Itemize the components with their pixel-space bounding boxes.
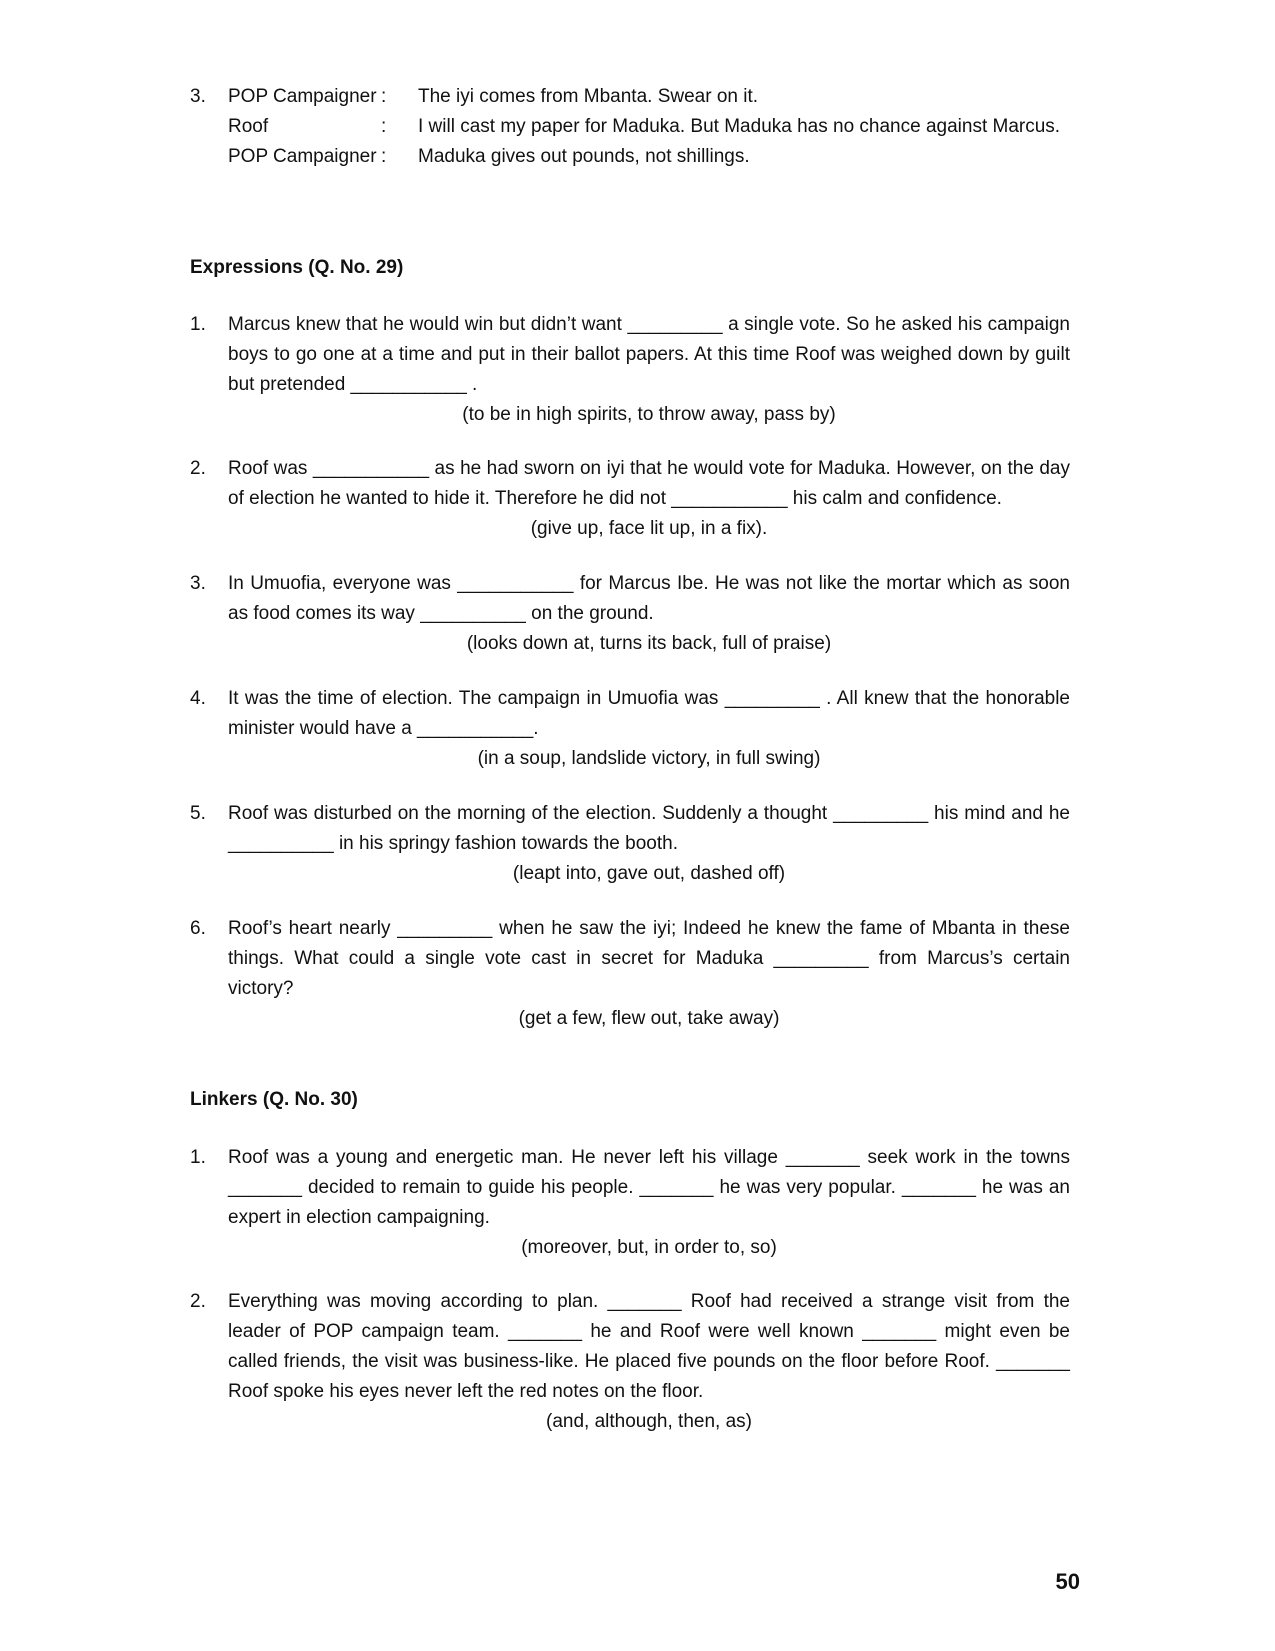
answer-options: (and, although, then, as): [546, 1411, 752, 1432]
expression-question: [190, 799, 1070, 889]
question-number: 1.: [190, 1147, 206, 1168]
question-number: 1.: [190, 314, 206, 335]
expression-question: [190, 569, 1070, 659]
question-text: Roof was ___________ as he had sworn on iyi that he would vote for Maduka. However, on the day of election he wanted to hide it. Therefore he did not ___________ his calm and confidence.: [228, 458, 1070, 509]
question-number: 4.: [190, 688, 206, 709]
linkers-heading: Linkers (Q. No. 30): [190, 1089, 358, 1110]
question-number: 2.: [190, 458, 206, 479]
question-number: 6.: [190, 918, 206, 939]
linker-question: [190, 1143, 1070, 1263]
dialogue-colon: :: [381, 116, 387, 137]
answer-options: (get a few, flew out, take away): [518, 1008, 780, 1029]
linker-question: [190, 1287, 1070, 1437]
question-number: 3.: [190, 573, 206, 594]
dialogue-line: [190, 112, 1090, 142]
answer-options: (to be in high spirits, to throw away, pass by): [462, 404, 836, 425]
question-text: Roof’s heart nearly _________ when he saw the iyi; Indeed he knew the fame of Mbanta in these things. What could a single vote cast in secret for Maduka _________ from Marcus’s certain victory?: [228, 918, 1070, 999]
dialogue-text: Maduka gives out pounds, not shillings.: [418, 146, 750, 167]
dialogue-speaker: POP Campaigner: [228, 146, 377, 167]
answer-options: (give up, face lit up, in a fix).: [530, 518, 768, 539]
page-number: 50: [1055, 1569, 1080, 1594]
expression-question: [190, 684, 1070, 774]
dialogue-number: 3.: [190, 86, 206, 107]
dialogue-speaker: POP Campaigner: [228, 86, 377, 107]
expression-question: [190, 310, 1070, 430]
question-text: In Umuofia, everyone was ___________ for Marcus Ibe. He was not like the mortar which as soon as food comes its way __________ on the ground.: [228, 573, 1070, 624]
dialogue-colon: :: [381, 86, 387, 107]
question-text: Roof was a young and energetic man. He never left his village _______ seek work in the towns _______ decided to remain to guide his people. _______ he was very popular. _______ he was an expert in election campaigning.: [228, 1147, 1070, 1228]
question-text: It was the time of election. The campaign in Umuofia was _________ . All knew that the honorable minister would have a ___________.: [228, 688, 1070, 739]
expressions-heading: Expressions (Q. No. 29): [190, 257, 404, 278]
question-text: Roof was disturbed on the morning of the election. Suddenly a thought _________ his mind and he __________ in his springy fashion towards the booth.: [228, 803, 1070, 854]
dialogue-text: The iyi comes from Mbanta. Swear on it.: [418, 86, 759, 107]
dialogue-colon: :: [381, 146, 387, 167]
answer-options: (in a soup, landslide victory, in full swing): [477, 748, 821, 769]
answer-options: (moreover, but, in order to, so): [521, 1237, 777, 1258]
dialogue-line: [190, 142, 1090, 172]
answer-options: (leapt into, gave out, dashed off): [512, 863, 786, 884]
question-number: 5.: [190, 803, 206, 824]
question-number: 2.: [190, 1291, 206, 1312]
dialogue-speaker: Roof: [228, 116, 269, 137]
answer-options: (looks down at, turns its back, full of praise): [466, 633, 832, 654]
question-text: Marcus knew that he would win but didn’t want _________ a single vote. So he asked his campaign boys to go one at a time and put in their ballot papers. At this time Roof was weighed down by guilt but pretended ___________ .: [228, 314, 1070, 395]
expression-question: [190, 454, 1070, 544]
dialogue-block: [190, 82, 1090, 172]
question-text: Everything was moving according to plan. _______ Roof had received a strange visit from the leader of POP campaign team. _______ he and Roof were well known _______ might even be called friends, the visit was business-like. He placed five pounds on the floor before Roof. _______ Roof spoke his eyes never left the red notes on the floor.: [228, 1291, 1070, 1402]
dialogue-line: [190, 82, 1090, 112]
expression-question: [190, 914, 1070, 1034]
dialogue-text: I will cast my paper for Maduka. But Maduka has no chance against Marcus.: [418, 116, 1061, 137]
